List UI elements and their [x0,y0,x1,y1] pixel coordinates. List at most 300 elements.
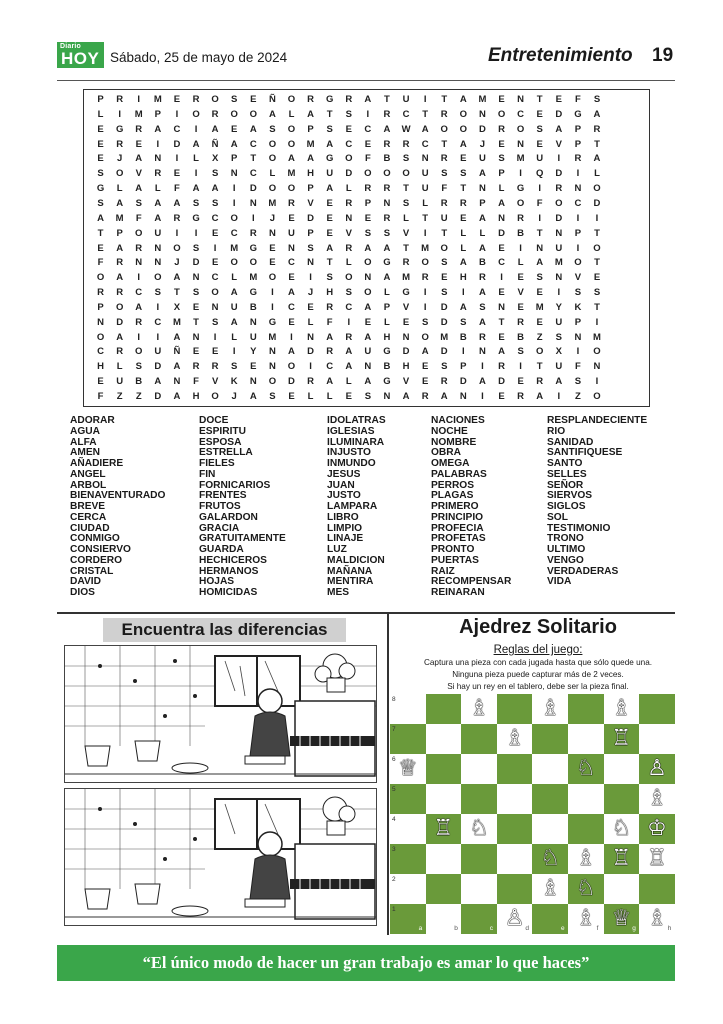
grid-letter: N [230,168,238,180]
knight-piece-icon[interactable]: ♘ [611,816,632,841]
grid-letter: T [441,138,448,150]
word-list-item: GALARDON [199,511,258,523]
grid-letter: G [383,346,391,358]
chess-square [568,724,604,754]
grid-letter: A [249,391,257,402]
grid-letter: A [288,346,295,358]
grid-letter: E [250,361,257,373]
grid-letter: F [97,257,104,269]
grid-row [91,227,607,242]
grid-letter: E [231,123,238,135]
grid-letter: T [441,227,448,239]
grid-letter: E [364,212,372,224]
grid-letter: S [269,391,276,402]
rook-piece-icon[interactable]: ♖ [611,846,632,871]
grid-letter: R [478,272,486,284]
grid-letter: A [154,123,162,135]
grid-letter: O [593,242,601,254]
word-list-item: BREVE [70,501,106,512]
grid-letter: A [383,123,391,135]
grid-letter: F [536,197,543,209]
grid-letter: E [97,123,104,135]
word-list-item: NOCHE [431,425,468,437]
rook-piece-icon[interactable]: ♖ [611,726,632,751]
grid-letter: D [555,168,563,180]
word-list-column [431,416,511,599]
grid-letter: O [364,287,372,299]
word-list-item: LAMPARA [327,501,378,512]
grid-letter: O [593,183,601,195]
grid-letter: I [232,346,236,358]
grid-letter: S [555,331,562,343]
bishop-piece-icon[interactable]: ♗ [504,726,525,751]
grid-letter: W [401,123,411,135]
file-label: b [454,925,458,932]
chess-square [461,754,497,784]
grid-letter: F [574,94,581,105]
grid-letter: E [250,94,257,105]
grid-letter: R [345,242,353,254]
grid-letter: O [287,94,296,105]
chess-title: Ajedrez Solitario [459,616,617,638]
file-label: c [489,925,494,932]
chess-square [532,784,568,814]
grid-letter: M [249,272,258,284]
grid-letter: R [440,153,448,165]
grid-letter: X [211,153,219,165]
grid-letter: N [345,212,353,224]
grid-letter: P [574,316,582,328]
grid-letter: G [516,183,525,195]
rank-label: 8 [392,696,396,703]
grid-row [91,182,607,197]
word-list-item: FRUTOS [199,501,241,512]
word-list-item: NOMBRE [431,436,477,448]
word-list-item: JUAN [327,479,355,491]
grid-letter: P [574,123,582,135]
grid-letter: R [307,376,315,388]
bishop-piece-icon[interactable]: ♗ [469,696,489,721]
grid-letter: T [403,183,409,195]
bishop-piece-icon[interactable]: ♗ [647,906,667,931]
grid-letter: N [421,153,429,165]
grid-letter: A [307,108,315,120]
grid-letter: S [383,227,391,239]
grid-letter: L [384,287,390,299]
grid-letter: R [345,197,353,209]
grid-letter: C [326,361,334,373]
grid-letter: F [135,212,142,224]
grid-letter: H [326,287,334,299]
chess-square [639,874,675,904]
grid-letter: N [593,361,601,373]
knight-piece-icon[interactable]: ♘ [575,756,596,781]
grid-letter: R [440,108,448,120]
grid-letter: G [383,257,391,269]
section-title: Entretenimiento [488,45,633,66]
grid-letter: T [536,361,543,373]
grid-letter: I [347,316,351,328]
word-list-item: FIELES [199,458,235,469]
king-piece-icon[interactable]: ♔ [647,816,667,841]
grid-letter: O [211,391,219,402]
grid-letter: L [403,212,409,224]
grid-letter: A [230,138,238,150]
grid-letter: K [230,376,238,388]
grid-letter: T [460,183,467,195]
grid-letter: P [460,361,467,373]
grid-letter: O [383,168,391,180]
grid-letter: R [97,287,104,299]
grid-letter: I [290,331,293,343]
grid-letter: G [249,242,257,254]
pawn-piece-icon[interactable]: ♙ [647,756,667,781]
grid-letter: S [536,123,543,135]
grid-letter: Ñ [173,346,181,358]
grid-letter: P [479,197,486,209]
grid-letter: S [97,197,104,209]
grid-letter: E [536,108,543,120]
grid-letter: O [421,257,429,269]
grid-letter: I [194,123,198,135]
grid-letter: O [364,168,372,180]
grid-letter: D [555,212,563,224]
grid-letter: E [211,346,219,358]
grid-letter: P [97,301,104,313]
file-label: a [418,925,423,932]
grid-letter: A [478,376,486,388]
grid-letter: M [172,316,181,328]
grid-letter: A [326,138,334,150]
knight-piece-icon[interactable]: ♘ [540,846,561,871]
grid-letter: A [498,197,505,209]
grid-letter: L [116,183,123,195]
grid-letter: S [192,242,200,254]
grid-letter: T [498,316,505,328]
grid-letter: R [498,361,505,373]
grid-letter: Q [536,168,544,180]
grid-letter: L [193,153,199,165]
grid-letter: M [421,242,430,254]
grid-letter: A [288,287,295,299]
grid-letter: T [326,108,333,120]
grid-row [91,152,607,167]
word-list-item: PERROS [431,479,475,491]
grid-letter: I [576,346,580,358]
grid-letter: D [307,346,315,358]
grid-letter: R [421,272,429,284]
rank-label: 3 [392,846,396,853]
grid-letter: O [249,257,257,269]
grid-letter: V [517,287,524,299]
grid-letter: S [460,168,467,180]
grid-letter: I [175,227,179,239]
grid-letter: V [211,376,219,388]
grid-letter: C [498,257,505,269]
grid-letter: E [211,257,219,269]
grid-letter: M [554,257,563,269]
word-list-item: BIENAVENTURADO [70,490,166,502]
grid-letter: S [364,227,372,239]
grid-letter: P [574,138,582,150]
grid-letter: B [135,376,143,388]
grid-letter: S [593,94,601,105]
grid-letter: C [288,301,295,313]
grid-letter: E [173,94,181,105]
grid-letter: O [536,346,544,358]
grid-letter: A [326,331,334,343]
grid-letter: R [574,153,582,165]
grid-letter: R [154,168,162,180]
word-list-item: DIOS [70,587,95,598]
grid-letter: A [154,376,162,388]
grid-letter: E [288,316,295,328]
rook-piece-icon[interactable]: ♖ [433,816,454,841]
grid-letter: Ñ [211,138,219,150]
grid-row [91,271,607,286]
grid-row [91,242,607,257]
word-list-item: ILUMINARA [327,436,385,448]
grid-letter: E [326,227,333,239]
grid-letter: R [459,197,467,209]
grid-letter: X [555,346,562,358]
grid-letter: A [173,272,181,284]
grid-letter: R [440,376,448,388]
bishop-piece-icon[interactable]: ♗ [575,906,596,931]
grid-letter: A [211,183,219,195]
grid-letter: N [249,376,257,388]
bishop-piece-icon[interactable]: ♗ [540,876,561,901]
grid-letter: A [326,376,334,388]
pawn-piece-icon[interactable]: ♙ [504,906,525,931]
grid-letter: I [500,272,503,284]
bishop-piece-icon[interactable]: ♗ [647,786,667,811]
grid-letter: P [97,94,104,105]
differences-picture-bottom [64,788,377,926]
word-list-item: LIBRO [327,511,359,523]
grid-letter: U [364,346,372,358]
grid-letter: A [192,138,200,150]
word-list-item: PRINCIPIO [431,511,484,523]
grid-letter: D [440,316,448,328]
grid-letter: H [97,361,104,373]
grid-letter: G [383,376,391,388]
grid-letter: I [137,94,141,105]
word-list-item: FIN [199,468,216,480]
word-list-item: LINAJE [327,533,364,545]
grid-letter: Z [135,391,142,402]
grid-letter: A [135,183,143,195]
rook-piece-icon[interactable]: ♖ [647,846,667,871]
bishop-piece-icon[interactable]: ♗ [540,696,561,721]
grid-letter: O [459,108,468,120]
grid-letter: O [345,153,353,165]
grid-letter: G [325,94,334,105]
grid-letter: O [440,123,448,135]
grid-letter: A [230,316,238,328]
grid-letter: E [555,94,562,105]
chess-square [604,754,640,784]
chess-square [568,694,604,724]
grid-letter: A [116,197,124,209]
grid-letter: N [498,212,505,224]
grid-letter: I [213,331,217,343]
word-list-item: CONMIGO [70,533,120,545]
grid-letter: S [364,391,372,402]
grid-letter: I [271,301,274,313]
grid-letter: N [555,227,563,239]
grid-letter: N [154,153,162,165]
grid-letter: O [555,197,563,209]
grid-letter: I [462,287,465,299]
grid-row [91,316,607,331]
grid-letter: E [402,316,410,328]
word-list-item: ANGEL [70,468,106,480]
grid-letter: O [249,108,257,120]
grid-letter: I [232,197,236,209]
grid-letter: C [249,138,257,150]
grid-letter: R [517,316,525,328]
queen-piece-icon[interactable]: ♕ [397,756,418,781]
grid-letter: S [460,316,467,328]
grid-letter: D [288,376,295,388]
grid-letter: U [421,168,429,180]
grid-letter: Y [555,301,562,313]
grid-letter: E [498,242,505,254]
grid-letter: I [423,227,427,239]
chess-square [426,874,462,904]
grid-letter: O [230,212,238,224]
grid-letter: A [326,183,334,195]
grid-letter: I [519,242,522,254]
grid-letter: T [422,108,429,120]
grid-letter: A [135,153,143,165]
grid-letter: S [441,361,448,373]
grid-letter: R [421,391,429,402]
grid-letter: I [118,108,121,120]
grid-letter: O [516,123,525,135]
grid-letter: S [231,94,238,105]
word-list-item: AMEN [70,447,100,459]
grid-letter: N [574,331,582,343]
grid-letter: U [478,153,486,165]
word-list-item: FORNICARIOS [199,479,271,491]
grid-letter: O [287,138,296,150]
grid-letter: C [421,138,429,150]
grid-letter: T [594,257,600,269]
grid-letter: O [135,227,143,239]
bishop-piece-icon[interactable]: ♗ [611,696,632,721]
grid-letter: N [517,94,525,105]
grid-letter: O [364,257,372,269]
grid-letter: I [519,168,522,180]
word-list-item: CIUDAD [70,522,110,534]
chess-square [497,694,533,724]
grid-letter: A [555,376,563,388]
queen-piece-icon[interactable]: ♕ [611,906,632,931]
grid-letter: U [249,331,257,343]
grid-letter: R [173,212,181,224]
grid-letter: H [307,168,315,180]
word-list-item: ARBOL [70,479,107,491]
grid-letter: S [135,197,142,209]
grid-letter: S [192,197,200,209]
grid-letter: S [441,257,448,269]
grid-letter: O [230,108,238,120]
grid-letter: S [269,123,276,135]
logo-top-text: Diario [60,43,82,50]
grid-letter: I [595,212,599,224]
grid-letter: N [383,391,391,402]
word-list-item: OBRA [431,447,461,459]
grid-letter: L [97,108,104,120]
word-search-grid [83,89,650,407]
grid-letter: A [459,257,467,269]
chess-square [532,814,568,844]
chess-square [461,874,497,904]
grid-row [91,93,607,108]
grid-letter: E [498,287,505,299]
grid-letter: A [536,391,544,402]
word-list-item: GRATUITAMENTE [199,533,286,545]
cartoon-illustration [65,789,377,926]
grid-letter: G [115,123,124,135]
grid-letter: L [154,183,161,195]
grid-letter: R [135,316,143,328]
grid-letter: E [345,123,352,135]
grid-letter: A [307,153,315,165]
grid-letter: I [175,108,179,120]
grid-letter: A [135,301,143,313]
word-list-item: AÑADIERE [70,458,124,469]
grid-letter: I [156,331,160,343]
grid-letter: P [383,301,391,313]
file-label: h [667,925,672,932]
word-list-item: PROFETAS [431,533,486,545]
bishop-piece-icon[interactable]: ♗ [575,846,596,871]
grid-letter: D [555,108,563,120]
grid-letter: N [402,331,410,343]
grid-letter: C [135,287,143,299]
knight-piece-icon[interactable]: ♘ [469,816,489,841]
word-list-item: SIGLOS [547,501,586,512]
chess-square [568,784,604,814]
word-list-item: MAÑANA [327,565,373,577]
grid-letter: S [574,376,582,388]
grid-letter: S [441,287,448,299]
grid-letter: D [459,376,467,388]
newspaper-logo [57,42,104,68]
grid-letter: F [97,391,104,402]
word-list-column [327,416,386,599]
grid-letter: N [364,272,372,284]
grid-letter: E [421,361,429,373]
grid-letter: P [364,197,372,209]
grid-letter: S [211,168,219,180]
grid-letter: L [288,108,295,120]
grid-letter: I [557,391,561,402]
grid-letter: R [517,391,525,402]
grid-row [91,390,607,405]
grid-letter: M [478,94,487,105]
grid-letter: G [249,287,257,299]
knight-piece-icon[interactable]: ♘ [575,876,596,901]
word-list-item: SEÑOR [547,479,584,491]
grid-letter: L [231,331,238,343]
grid-letter: A [192,183,200,195]
grid-letter: E [288,272,295,284]
word-list-item: JUSTO [327,490,361,502]
